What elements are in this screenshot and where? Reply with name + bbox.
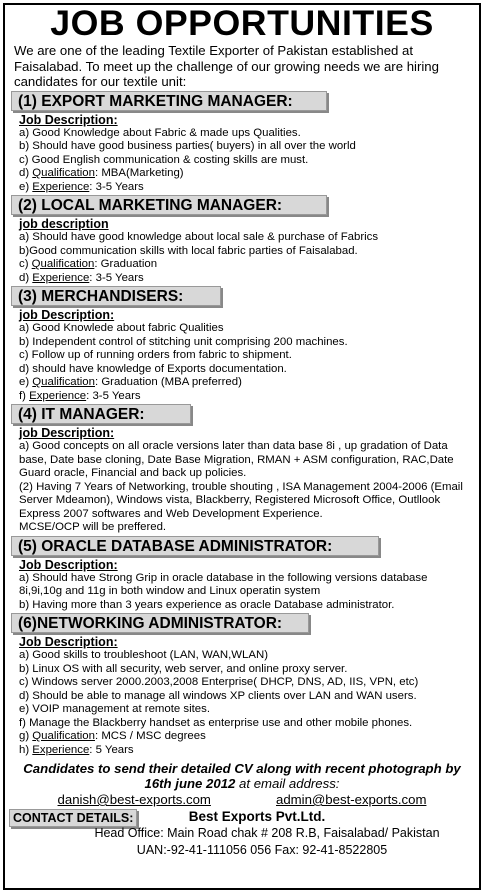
requirements-list [5, 231, 479, 285]
requirement-text: b) Having more than 3 years experience as oracle Database administrator. [19, 598, 395, 611]
requirement-item [19, 703, 473, 717]
requirement-item [19, 599, 473, 613]
requirement-item [19, 272, 473, 286]
requirement-label: Qualification [31, 258, 95, 270]
job-section [5, 195, 479, 285]
requirement-text: h) [19, 743, 33, 756]
phone-fax: UAN:-92-41-111056 056 Fax: 92-41-8522805 [136, 843, 388, 857]
requirement-item [19, 744, 473, 758]
job-description-label [5, 426, 479, 440]
requirement-item [19, 676, 473, 690]
requirement-text: d) [19, 167, 33, 179]
requirement-text: e) [19, 376, 33, 388]
head-office-address: Head Office: Main Road chak # 208 R.B, Faisalabad/ Pakistan [94, 826, 440, 840]
job-section [5, 404, 479, 535]
requirement-label: Qualification [32, 376, 95, 388]
requirement-value: : 3-5 Years [86, 389, 141, 402]
requirement-text: g) [19, 730, 33, 742]
requirement-item [19, 649, 473, 663]
requirements-list [5, 572, 479, 613]
job-section [5, 286, 479, 403]
job-description-label [5, 113, 479, 127]
job-description-text: job description [19, 217, 109, 231]
requirement-text: a) Good Knowledge about Fabric & made ups Qualities. [19, 126, 301, 139]
deadline-date: 16th june 2012 [144, 776, 236, 791]
requirement-item [19, 690, 473, 704]
requirement-text: d) [19, 271, 33, 284]
requirement-value: : 5 Years [89, 743, 134, 756]
requirement-text: a) Good skills to troubleshoot (LAN, WAN,WLAN) [19, 649, 268, 661]
requirement-text: a) Good concepts on all oracle versions later than data base 8i , up gradation of Data base, Date base cloning, Date Base Migration, RMAN + ASM configuration, RAC,Date Guard oracle, Financial and back up policies. [19, 440, 454, 479]
requirement-label: Experience [29, 389, 87, 402]
requirement-item [19, 181, 473, 195]
requirement-item [19, 258, 473, 272]
requirement-item [19, 390, 473, 404]
instructions-line1: Candidates to send their detailed CV along with recent photograph by [23, 761, 461, 776]
requirement-item [19, 154, 473, 168]
section-heading: (6)NETWORKING ADMINISTRATOR: [11, 613, 309, 633]
requirement-text: c) Windows server 2000.2003,2008 Enterprise( DHCP, DNS, AD, IIS, VPN, etc) [19, 676, 419, 688]
requirement-text: a) Good Knowlede about fabric Qualities [19, 322, 224, 334]
job-description-text: Job Description: [19, 635, 118, 649]
requirement-item [19, 572, 473, 599]
job-description-text: Job Description: [19, 557, 118, 572]
email-addresses [5, 792, 479, 807]
requirement-item [19, 336, 473, 350]
requirement-item [19, 322, 473, 336]
page-title: JOB OPPORTUNITIES [50, 4, 434, 43]
section-heading: (2) LOCAL MARKETING MANAGER: [11, 195, 327, 215]
job-description-text: job Description: [19, 426, 115, 440]
job-sections [5, 91, 479, 758]
job-section [5, 536, 479, 613]
job-description-label [5, 635, 479, 649]
requirements-list [5, 440, 479, 535]
requirement-value: : MBA(Marketing) [94, 167, 184, 179]
requirement-item [19, 231, 473, 245]
requirement-text: a) Should have good knowledge about local sale & purchase of Fabrics [19, 231, 379, 243]
requirement-label: Experience [32, 271, 90, 284]
requirement-item [19, 363, 473, 377]
requirement-value: : MCS / MSC degrees [94, 730, 206, 742]
job-description-text: Job Description: [19, 112, 118, 127]
section-heading: (4) IT MANAGER: [11, 404, 191, 424]
requirement-text: e) VOIP management at remote sites. [19, 703, 210, 715]
requirement-value: : 3-5 Years [89, 180, 144, 193]
contact-details [5, 809, 479, 867]
company-name: Best Exports Pvt.Ltd. [188, 809, 326, 824]
requirement-value: : Graduation [94, 258, 158, 270]
email-link-1[interactable]: danish@best-exports.com [57, 792, 211, 807]
requirement-item [19, 440, 473, 481]
requirement-item [19, 140, 473, 154]
section-heading: (3) MERCHANDISERS: [11, 286, 221, 306]
job-ad-page [3, 3, 481, 890]
job-description-label [5, 217, 479, 231]
requirements-list [5, 322, 479, 403]
instructions-line2: at email address: [235, 776, 340, 791]
requirements-list [5, 127, 479, 195]
requirement-text: b) Should have good business parties( buyers) in all over the world [19, 140, 356, 152]
requirement-text: d) Should be able to manage all windows XP clients over LAN and WAN users. [19, 689, 417, 702]
job-description-text: job Description: [19, 308, 115, 322]
requirement-item [19, 376, 473, 390]
email-link-2[interactable]: admin@best-exports.com [276, 792, 427, 807]
requirement-value: : Graduation (MBA preferred) [94, 376, 242, 388]
requirement-label: Qualification [32, 167, 95, 179]
requirement-item [19, 127, 473, 141]
requirement-item [19, 521, 473, 535]
requirement-label: Qualification [32, 730, 95, 742]
requirement-label: Experience [32, 180, 90, 193]
job-section [5, 613, 479, 757]
section-heading: (1) EXPORT MARKETING MANAGER: [11, 91, 327, 111]
requirement-text: c) Good English communication & costing skills are must. [19, 153, 309, 166]
requirement-item [19, 730, 473, 744]
requirement-text: e) [19, 180, 33, 193]
requirement-item [19, 245, 473, 259]
requirement-value: : 3-5 Years [89, 271, 144, 284]
requirement-text: c) Follow up of running orders from fabric to shipment. [19, 349, 292, 361]
job-description-label [5, 558, 479, 572]
requirement-text: c) [19, 258, 32, 270]
requirement-item [19, 167, 473, 181]
requirement-text: b) Independent control of stitching unit comprising 200 machines. [19, 335, 348, 348]
requirement-item [19, 349, 473, 363]
application-instructions [5, 761, 479, 791]
requirement-text: f) [19, 389, 30, 402]
contact-label: CONTACT DETAILS: [9, 809, 137, 827]
requirement-text: d) should have knowledge of Exports documentation. [19, 362, 287, 375]
job-section [5, 91, 479, 195]
requirement-text: a) Should have Strong Grip in oracle database in the following versions database 8i,9i,10g and 11g in both window and Linux operatin system [19, 571, 428, 597]
requirement-text: f) Manage the Blackberry handset as enterprise use and other mobile phones. [19, 716, 413, 729]
requirement-item [19, 663, 473, 677]
requirement-text: MCSE/OCP will be preffered. [19, 521, 167, 533]
requirement-item [19, 717, 473, 731]
requirements-list [5, 649, 479, 757]
section-heading: (5) ORACLE DATABASE ADMINISTRATOR: [11, 536, 379, 556]
requirement-item [19, 481, 473, 522]
job-description-label [5, 308, 479, 322]
requirement-text: b)Good communication skills with local fabric parties of Faisalabad. [19, 244, 358, 257]
requirement-text: b) Linux OS with all security, web server, and online proxy server. [19, 662, 348, 675]
requirement-label: Experience [32, 743, 90, 756]
intro-paragraph: We are one of the leading Textile Exporter of Pakistan established at Faisalabad. To meet up the challenge of our growing needs we are hiring candidates for our textile unit: [14, 43, 439, 89]
requirement-text: (2) Having 7 Years of Networking, trouble shouting , ISA Management 2004-2006 (Email Server Mdeamon), Windows vista, Blackberry, Registered Microsoft Office, Outllook Express 2007 softwares and Web Development Experience. [19, 480, 463, 520]
